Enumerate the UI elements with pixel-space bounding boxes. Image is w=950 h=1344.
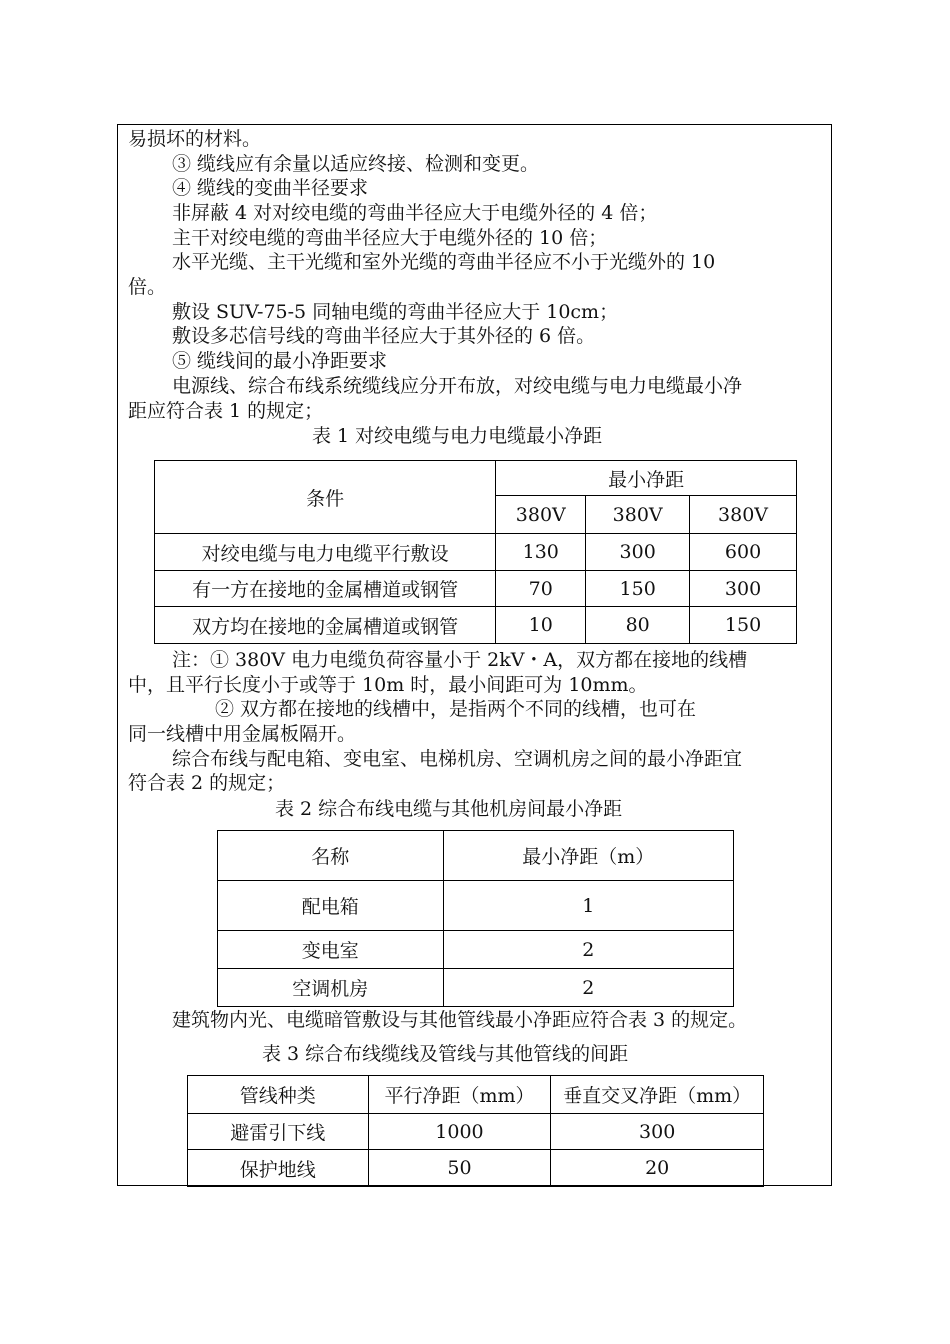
text-line: ④ 缆线的变曲半径要求 bbox=[172, 177, 369, 199]
text-line: 距应符合表 1 的规定； bbox=[128, 400, 324, 422]
text-line: 建筑物内光、电缆暗管敷设与其他管线最小净距应符合表 3 的规定。 bbox=[172, 1009, 748, 1031]
table1-cell: 150 bbox=[586, 571, 690, 607]
text-line: 非屏蔽 4 对对绞电缆的弯曲半径应大于电缆外径的 4 倍； bbox=[172, 202, 658, 224]
table2-cell: 2 bbox=[443, 969, 733, 1007]
note-line: ② 双方都在接地的线槽中，是指两个不同的线槽，也可在 bbox=[215, 698, 697, 720]
text-line: 水平光缆、主干光缆和室外光缆的弯曲半径应不小于光缆外的 10 bbox=[172, 251, 716, 273]
table3-cell: 20 bbox=[551, 1150, 764, 1187]
table2 bbox=[217, 830, 734, 1007]
table3-cell: 50 bbox=[368, 1150, 551, 1187]
table1-header-condition: 条件 bbox=[155, 461, 496, 534]
table1-cell: 80 bbox=[586, 607, 690, 644]
table1-cell: 70 bbox=[496, 571, 586, 607]
table2-cell: 2 bbox=[443, 931, 733, 969]
table3 bbox=[187, 1075, 764, 1187]
text-line: 符合表 2 的规定； bbox=[128, 772, 286, 794]
table2-header: 名称 bbox=[218, 831, 444, 881]
table3-cell: 避雷引下线 bbox=[188, 1114, 369, 1150]
table3-header: 管线种类 bbox=[188, 1076, 369, 1114]
text-line: 倍。 bbox=[128, 276, 167, 298]
table3-cell: 保护地线 bbox=[188, 1150, 369, 1187]
table2-cell: 空调机房 bbox=[218, 969, 444, 1007]
table1-cell: 130 bbox=[496, 534, 586, 571]
table1-header-min-distance: 最小净距 bbox=[496, 461, 797, 496]
note-line: 注：① 380V 电力电缆负荷容量小于 2kV・A，双方都在接地的线槽 bbox=[172, 649, 748, 671]
text-line: 易损坏的材料。 bbox=[128, 128, 262, 150]
table1-row-label: 双方均在接地的金属槽道或钢管 bbox=[155, 607, 496, 644]
table1-cell: 150 bbox=[690, 607, 797, 644]
table1-voltage: 380V bbox=[496, 496, 586, 534]
table1-voltage: 380V bbox=[690, 496, 797, 534]
table1 bbox=[154, 460, 797, 644]
table2-cell: 配电箱 bbox=[218, 881, 444, 931]
text-line: 敷设 SUV-75-5 同轴电缆的弯曲半径应大于 10cm； bbox=[172, 301, 619, 323]
table3-header: 平行净距（mm） bbox=[368, 1076, 551, 1114]
table2-header: 最小净距（m） bbox=[443, 831, 733, 881]
table1-cell: 300 bbox=[690, 571, 797, 607]
table1-cell: 600 bbox=[690, 534, 797, 571]
text-line: 主干对绞电缆的弯曲半径应大于电缆外径的 10 倍； bbox=[172, 227, 608, 249]
table1-cell: 300 bbox=[586, 534, 690, 571]
note-line: 同一线槽中用金属板隔开。 bbox=[128, 723, 357, 745]
text-line: 敷设多芯信号线的弯曲半径应大于其外径的 6 倍。 bbox=[172, 325, 596, 347]
table3-cell: 300 bbox=[551, 1114, 764, 1150]
text-line: ⑤ 缆线间的最小净距要求 bbox=[172, 350, 388, 372]
table3-cell: 1000 bbox=[368, 1114, 551, 1150]
table3-header: 垂直交叉净距（mm） bbox=[551, 1076, 764, 1114]
table2-caption: 表 2 综合布线电缆与其他机房间最小净距 bbox=[275, 798, 623, 820]
table2-cell: 变电室 bbox=[218, 931, 444, 969]
table1-caption: 表 1 对绞电缆与电力电缆最小净距 bbox=[312, 425, 603, 447]
text-line: 综合布线与配电箱、变电室、电梯机房、空调机房之间的最小净距宜 bbox=[172, 748, 743, 770]
table1-row-label: 对绞电缆与电力电缆平行敷设 bbox=[155, 534, 496, 571]
text-line: 电源线、综合布线系统缆线应分开布放，对绞电缆与电力电缆最小净 bbox=[172, 375, 743, 397]
table2-cell: 1 bbox=[443, 881, 733, 931]
text-line: ③ 缆线应有余量以适应终接、检测和变更。 bbox=[172, 153, 540, 175]
table1-row-label: 有一方在接地的金属槽道或钢管 bbox=[155, 571, 496, 607]
table3-caption: 表 3 综合布线缆线及管线与其他管线的间距 bbox=[262, 1043, 629, 1065]
table1-voltage: 380V bbox=[586, 496, 690, 534]
table1-cell: 10 bbox=[496, 607, 586, 644]
note-line: 中，且平行长度小于或等于 10m 时，最小间距可为 10mm。 bbox=[128, 674, 648, 696]
